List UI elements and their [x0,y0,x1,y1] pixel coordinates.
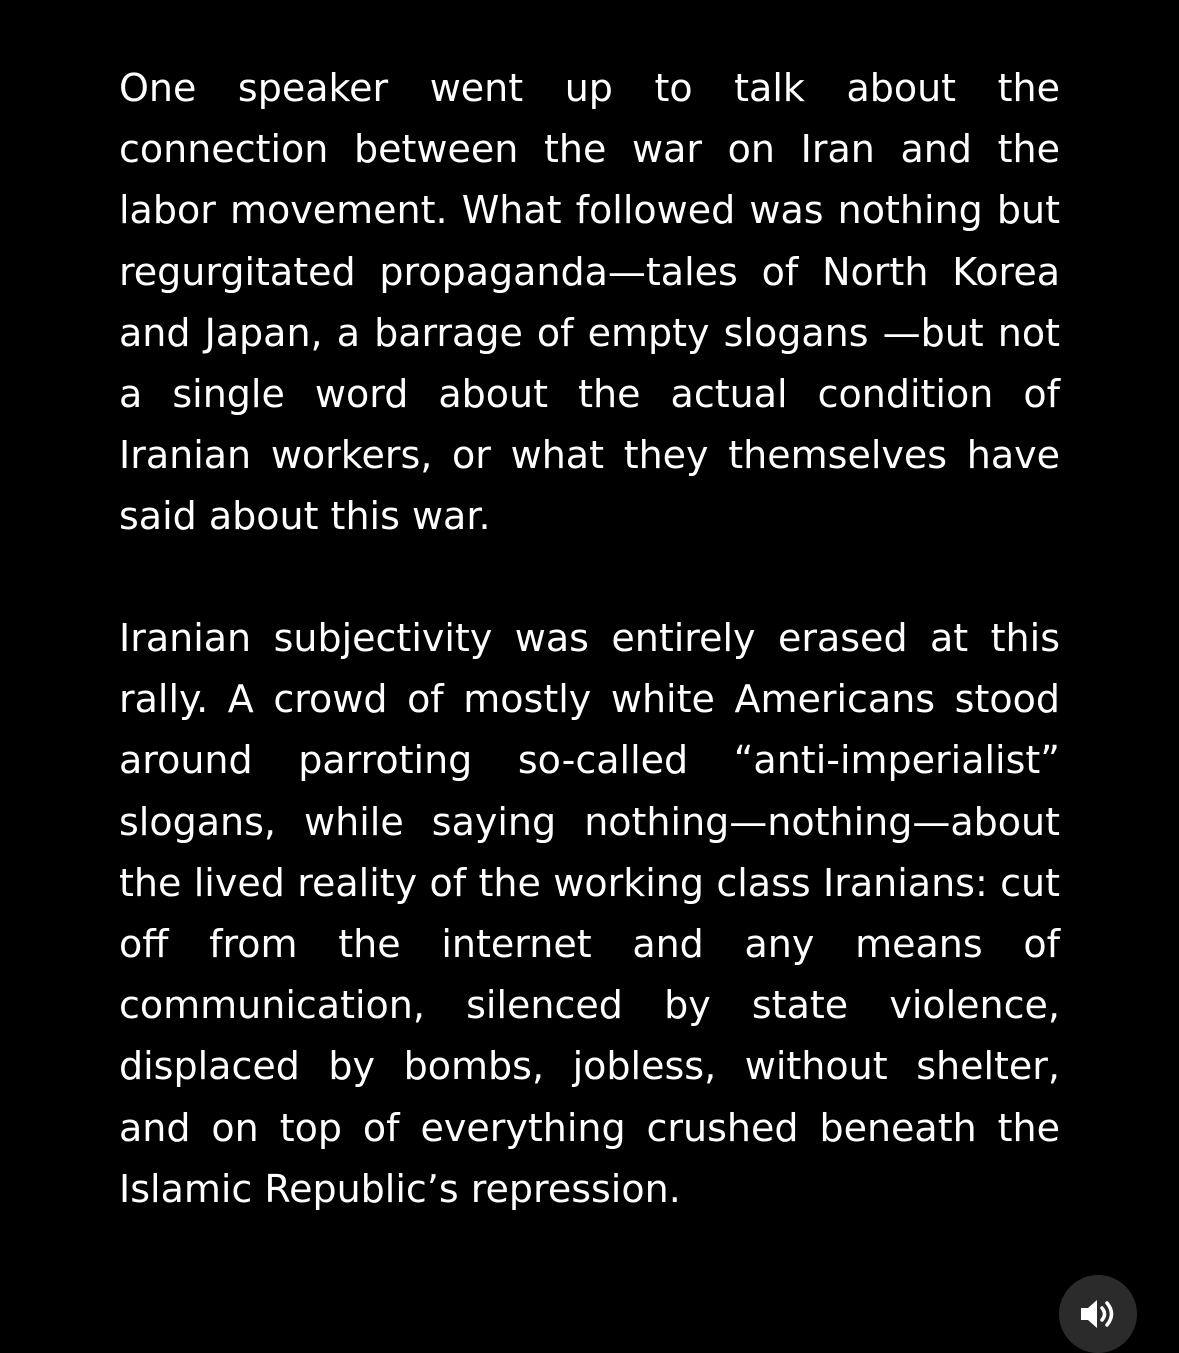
paragraph-1: One speaker went up to talk about the connection between the war on Iran and the labor movement. What followed was nothing but regurgitated propaganda—tales of North Korea and Japan, a barrage of empty slogans —but not a single word about the actual condition of Iranian workers, or what they themselves have said about this war. [119,66,1060,539]
paragraph-2: Iranian subjectivity was entirely erased at this rally. A crowd of mostly white Americans stood around parroting so-called “anti-imperialist” slogans, while saying nothing—nothing—about the lived reality of the working class Iranians: cut off from the internet and any means of communication, silenced by state violence, displaced by bombs, jobless, without shelter, and on top of everything crushed beneath the Islamic Republic’s repression. [119,616,1060,1211]
sound-toggle-button[interactable] [1059,1275,1137,1353]
speaker-volume-icon [1078,1297,1118,1331]
